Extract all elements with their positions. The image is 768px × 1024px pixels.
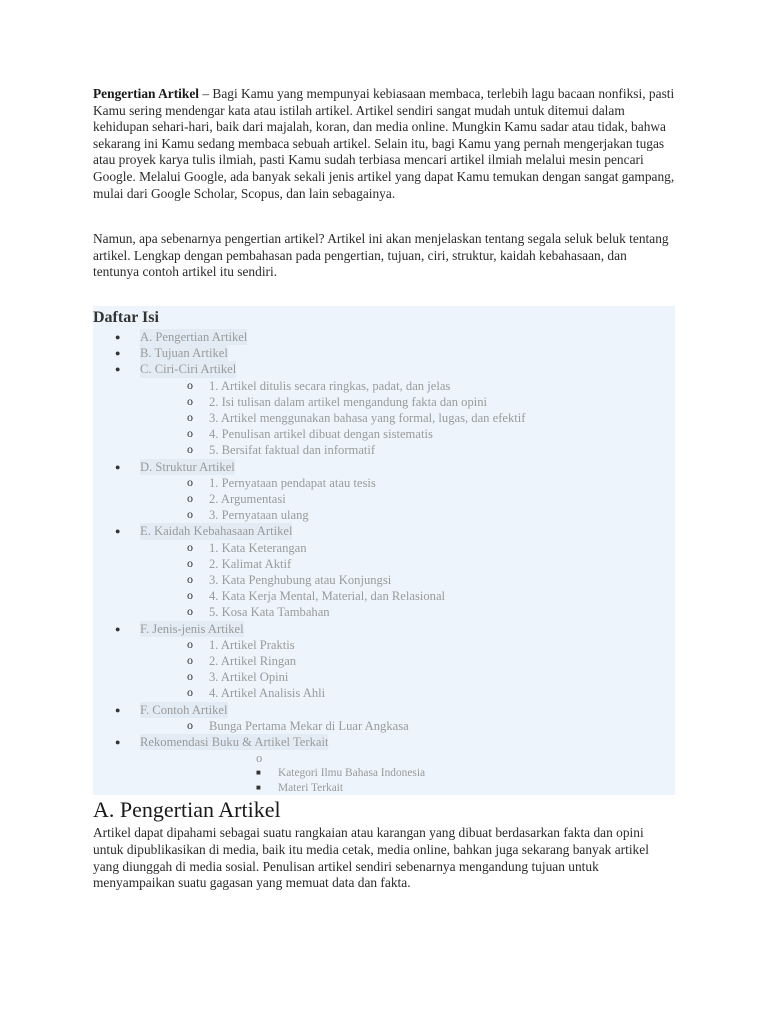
bullet-dot-icon: ● xyxy=(115,704,121,715)
bullet-circle-icon: o xyxy=(187,409,193,424)
toc-sublink[interactable]: 1. Pernyataan pendapat atau tesis xyxy=(209,475,376,490)
toc-subitem[interactable] xyxy=(93,410,675,426)
toc-title: Daftar Isi xyxy=(93,308,159,326)
bullet-circle-icon: o xyxy=(187,604,193,619)
bullet-dot-icon: ● xyxy=(115,461,121,472)
bullet-circle-icon: o xyxy=(187,539,193,554)
toc-item[interactable] xyxy=(93,459,675,475)
toc-related-link[interactable]: Kategori Ilmu Bahasa Indonesia xyxy=(278,767,426,780)
toc-link[interactable]: F. Contoh Artikel xyxy=(140,702,228,717)
intro-lead-bold: Pengertian Artikel xyxy=(93,86,199,101)
bullet-circle-icon: o xyxy=(187,377,193,392)
bullet-circle-icon: o xyxy=(187,653,193,667)
toc-link[interactable]: E. Kaidah Kebahasaan Artikel xyxy=(140,524,293,539)
bullet-dot-icon: ● xyxy=(115,364,121,375)
bullet-square-icon: ■ xyxy=(256,782,261,792)
toc-related-link[interactable]: Materi Terkait xyxy=(278,781,344,794)
toc-sublink[interactable]: 2. Isi tulisan dalam artikel mengandung fakta dan opini xyxy=(209,394,488,409)
toc-subitem[interactable] xyxy=(93,378,675,394)
toc-sublink[interactable]: 1. Kata Keterangan xyxy=(209,540,307,555)
toc-sublink[interactable]: 3. Pernyataan ulang xyxy=(209,508,309,523)
toc-subitem[interactable] xyxy=(93,718,675,734)
toc-item[interactable] xyxy=(93,523,675,539)
bullet-circle-icon: o xyxy=(187,507,193,522)
intro-paragraph-2: Namun, apa sebenarnya pengertian artikel? Artikel ini akan menjelaskan tentang segala seluk beluk tentang artikel. Lengkap dengan pembahasan pada pengertian, tujuan, ciri, struktur, kaidah kebahasaan, dan tentunya contoh artikel itu sendiri. xyxy=(93,231,669,280)
toc-sublink[interactable]: 3. Artikel menggunakan bahasa yang formal, lugas, dan efektif xyxy=(209,410,526,425)
toc-sublink[interactable]: 3. Artikel Opini xyxy=(209,670,289,685)
bullet-circle-icon: o xyxy=(187,636,193,651)
toc-related-item[interactable] xyxy=(93,781,675,796)
intro-paragraph xyxy=(93,86,675,202)
toc-subitem[interactable] xyxy=(93,653,675,669)
toc-sublink[interactable]: Bunga Pertama Mekar di Luar Angkasa xyxy=(209,718,409,733)
toc-link[interactable]: Rekomendasi Buku & Artikel Terkait xyxy=(140,735,329,750)
toc-subitem[interactable] xyxy=(93,540,675,556)
toc-subitem[interactable] xyxy=(93,394,675,410)
toc-sublink[interactable]: 2. Argumentasi xyxy=(209,491,286,506)
bullet-circle-icon: o xyxy=(256,751,263,766)
bullet-square-icon: ■ xyxy=(256,768,261,778)
bullet-dot-icon: ● xyxy=(115,737,121,748)
toc-sublink[interactable]: 4. Artikel Analisis Ahli xyxy=(209,686,326,701)
toc-link[interactable]: B. Tujuan Artikel xyxy=(140,346,228,361)
toc-subitem[interactable] xyxy=(93,507,675,523)
bullet-dot-icon: ● xyxy=(115,348,121,359)
bullet-circle-icon: o xyxy=(187,393,193,408)
bullet-circle-icon: o xyxy=(187,571,193,586)
toc-subitem[interactable] xyxy=(93,637,675,653)
toc-subitem[interactable] xyxy=(93,572,675,588)
toc-sublink[interactable]: 1. Artikel ditulis secara ringkas, padat, dan jelas xyxy=(209,378,451,393)
toc-sublink[interactable]: 4. Penulisan artikel dibuat dengan sistematis xyxy=(209,427,433,442)
toc-related-item[interactable] xyxy=(93,766,675,781)
toc-subitem[interactable] xyxy=(93,475,675,491)
bullet-circle-icon: o xyxy=(187,442,193,457)
toc-subitem[interactable] xyxy=(93,556,675,572)
bullet-circle-icon: o xyxy=(187,426,193,441)
toc-subitem[interactable] xyxy=(93,426,675,442)
toc-list xyxy=(93,329,675,795)
toc-subitem[interactable] xyxy=(93,685,675,701)
toc-sublink[interactable]: 4. Kata Kerja Mental, Material, dan Relasional xyxy=(209,589,446,604)
toc-subitem[interactable] xyxy=(93,442,675,458)
bullet-dot-icon: ● xyxy=(115,331,121,342)
toc-item[interactable] xyxy=(93,361,675,377)
bullet-circle-icon: o xyxy=(187,685,193,700)
toc-item[interactable] xyxy=(93,702,675,718)
toc-subitem[interactable] xyxy=(93,588,675,604)
bullet-circle-icon: o xyxy=(187,490,193,505)
bullet-circle-icon: o xyxy=(187,555,193,570)
bullet-circle-icon: o xyxy=(187,717,193,732)
toc-link[interactable]: D. Struktur Artikel xyxy=(140,459,235,474)
bullet-dot-icon: ● xyxy=(115,526,121,537)
toc-sublink[interactable]: 5. Bersifat faktual dan informatif xyxy=(209,443,376,458)
toc-item[interactable] xyxy=(93,329,675,345)
toc-subitem[interactable] xyxy=(93,491,675,507)
intro-lead-text: – Bagi Kamu yang mempunyai kebiasaan membaca, terlebih lagu bacaan nonfiksi, pasti Kamu sering mendengar kata atau istilah artikel. Artikel sendiri sangat mudah untuk ditemui dalam kehidupan sehari-hari, baik dari majalah, koran, dan media online. Mungkin Kamu sadar atau tidak, bahwa sekarang ini Kamu sedang membaca sebuah artikel. Selain itu, bagi Kamu yang pernah mengerjakan tugas atau proyek karya tulis ilmiah, pasti Kamu sudah terbiasa mencari artikel ilmiah melalui mesin pencari Google. Melalui Google, ada banyak sekali jenis artikel yang dapat Kamu temukan dengan sangat gampang, mulai dari Google Scholar, Scopus, dan lain sebagainya. xyxy=(93,86,675,201)
toc-sublink[interactable]: 5. Kosa Kata Tambahan xyxy=(209,605,330,620)
article-page xyxy=(93,86,675,892)
toc-sublink[interactable]: 1. Artikel Praktis xyxy=(209,637,295,652)
toc-item[interactable] xyxy=(93,345,675,361)
bullet-circle-icon: o xyxy=(187,588,193,603)
toc-item[interactable] xyxy=(93,621,675,637)
bullet-circle-icon: o xyxy=(187,474,193,489)
section-heading: A. Pengertian Artikel xyxy=(93,797,281,823)
section-body: Artikel dapat dipahami sebagai suatu rangkaian atau karangan yang dibuat berdasarkan fakta dan opini untuk dipublikasikan di media, baik itu media cetak, media online, bahkan juga sekarang banyak artikel yang diunggah di media sosial. Penulisan artikel sendiri sebenarnya mengandung tujuan untuk menyampaikan suatu gagasan yang memuat data dan fakta. xyxy=(93,825,649,891)
toc-sublink[interactable]: 2. Artikel Ringan xyxy=(209,654,297,668)
bullet-dot-icon: ● xyxy=(115,623,121,634)
toc-item[interactable] xyxy=(93,734,675,750)
bullet-circle-icon: o xyxy=(187,669,193,684)
table-of-contents xyxy=(93,306,675,795)
toc-subitem[interactable] xyxy=(93,669,675,685)
toc-subitem[interactable] xyxy=(93,604,675,620)
toc-link[interactable]: F. Jenis-jenis Artikel xyxy=(140,621,244,636)
toc-link[interactable]: C. Ciri-Ciri Artikel xyxy=(140,362,237,377)
toc-link[interactable]: A. Pengertian Artikel xyxy=(140,329,248,344)
toc-sublink[interactable]: 3. Kata Penghubung atau Konjungsi xyxy=(209,572,392,587)
toc-sublink[interactable]: 2. Kalimat Aktif xyxy=(209,556,292,571)
